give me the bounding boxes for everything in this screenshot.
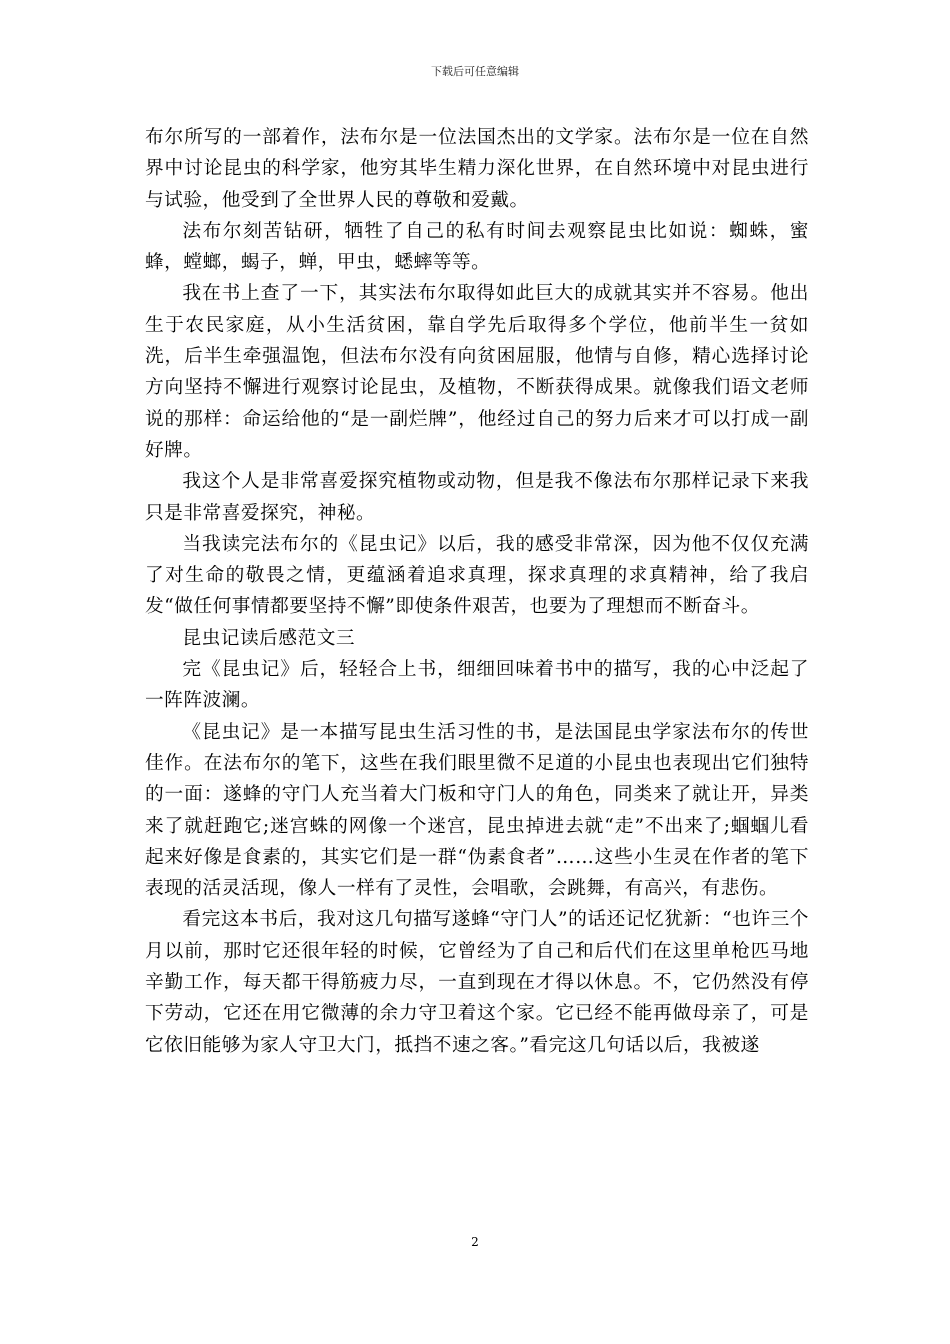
paragraph: 我这个人是非常喜爱探究植物或动物，但是我不像法布尔那样记录下来我只是非常喜爱探究，神秘。 xyxy=(145,471,809,524)
paragraph: 布尔所写的一部着作，法布尔是一位法国杰出的文学家。法布尔是一位在自然界中讨论昆虫的科学家，他穷其毕生精力深化世界，在自然环境中对昆虫进行与试验，他受到了全世界人民的尊敬和爱戴。 xyxy=(145,127,809,211)
page-header: 下载后可任意编辑 xyxy=(431,65,519,78)
paragraph: 法布尔刻苦钻研，牺牲了自己的私有时间去观察昆虫比如说：蜘蛛，蜜蜂，螳螂，蝎子，蝉，甲虫，蟋蟀等等。 xyxy=(145,220,809,274)
paragraph: 当我读完法布尔的《昆虫记》以后，我的感受非常深，因为他不仅仅充满了对生命的敬畏之情，更蕴涵着追求真理，探求真理的求真精神，给了我启发“做任何事情都要坚持不懈”即使条件艰苦，也要为了理想而不断奋斗。 xyxy=(145,533,809,618)
section-heading: 昆虫记读后感范文三 xyxy=(182,627,356,649)
paragraph: 我在书上查了一下，其实法布尔取得如此巨大的成就其实并不容易。他出生于农民家庭，从小生活贫困，靠自学先后取得多个学位，他前半生一贫如洗，后半生牵强温饱，但法布尔没有向贫困屈服，他情与自修，精心选择讨论方向坚持不懈进行观察讨论昆虫，及植物，不断获得成果。就像我们语文老师说的那样：命运给他的“是一副烂牌”，他经过自己的努力后来才可以打成一副好牌。 xyxy=(145,283,809,461)
page-number: 2 xyxy=(471,1235,479,1249)
document-body xyxy=(145,122,809,1061)
paragraph: 看完这本书后，我对这几句描写遂蜂“守门人”的话还记忆犹新：“也许三个月以前，那时它还很年轻的时候，它曾经为了自己和后代们在这里单枪匹马地辛勤工作，每天都干得筋疲力尽，一直到现在才得以休息。不，它仍然没有停下劳动，它还在用它微薄的余力守卫着这个家。它已经不能再做母亲了，可是它依旧能够为家人守卫大门，抵挡不速之客。”看完这几句话以后，我被遂 xyxy=(145,909,809,1056)
paragraph: 完《昆虫记》后，轻轻合上书，细细回味着书中的描写，我的心中泛起了一阵阵波澜。 xyxy=(145,659,809,712)
paragraph: 《昆虫记》是一本描写昆虫生活习性的书，是法国昆虫学家法布尔的传世佳作。在法布尔的笔下，这些在我们眼里微不足道的小昆虫也表现出它们独特的一面：遂蜂的守门人充当着大门板和守门人的角色，同类来了就让开，异类来了就赶跑它;迷宫蛛的网像一个迷宫，昆虫掉进去就“走”不出来了;蝈蝈儿看起来好像是食素的，其实它们是一群“伪素食者”……这些小生灵在作者的笔下表现的活灵活现，像人一样有了灵性，会唱歌，会跳舞，有高兴，有悲伤。 xyxy=(145,721,809,900)
